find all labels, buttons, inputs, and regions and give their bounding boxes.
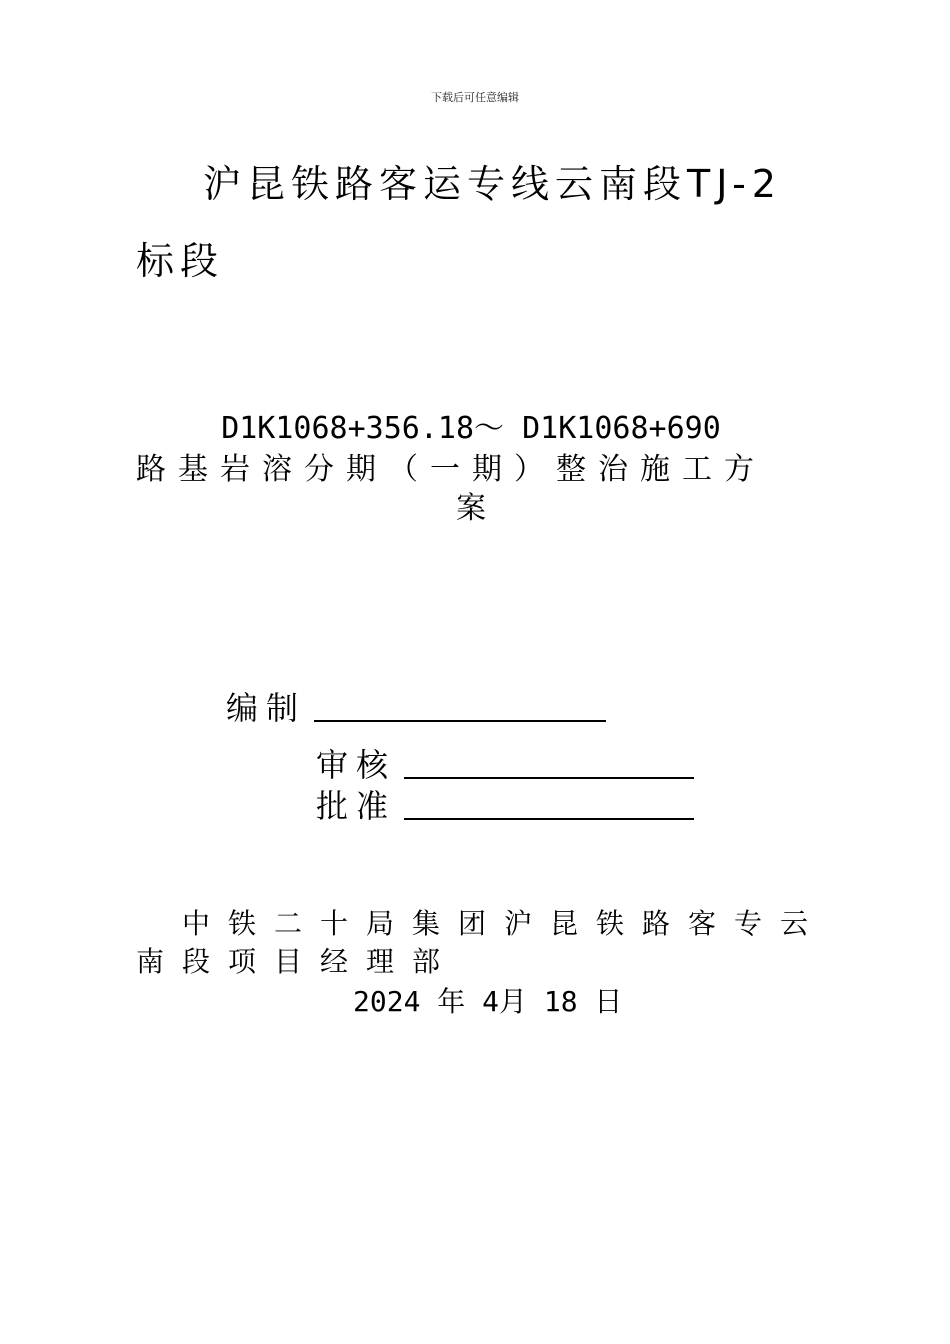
document-date: 2024 年 4月 18 日 xyxy=(353,985,623,1018)
organization-line-2: 南段项目经理部 xyxy=(136,945,459,978)
mileage-range: D1K1068+356.18～ D1K1068+690 xyxy=(221,411,721,446)
document-title-line-2: 标段 xyxy=(136,239,225,283)
compile-label: 编制 xyxy=(226,689,307,727)
subtitle-line-3: 案 xyxy=(456,491,486,526)
approve-label: 批准 xyxy=(316,787,397,825)
review-signature-row xyxy=(316,745,694,785)
subtitle-line-2: 路基岩溶分期（一期）整治施工方 xyxy=(136,452,766,487)
approve-signature-line xyxy=(404,790,694,820)
compile-signature-line xyxy=(314,692,606,722)
approve-signature-row xyxy=(316,786,694,826)
review-signature-line xyxy=(404,749,694,779)
compile-signature-row xyxy=(226,688,606,728)
review-label: 审核 xyxy=(316,746,397,784)
organization-line-1: 中铁二十局集团沪昆铁路客专云 xyxy=(182,907,827,940)
header-note: 下载后可任意编辑 xyxy=(431,91,519,104)
document-title-line-1: 沪昆铁路客运专线云南段TJ-2 xyxy=(203,162,782,206)
